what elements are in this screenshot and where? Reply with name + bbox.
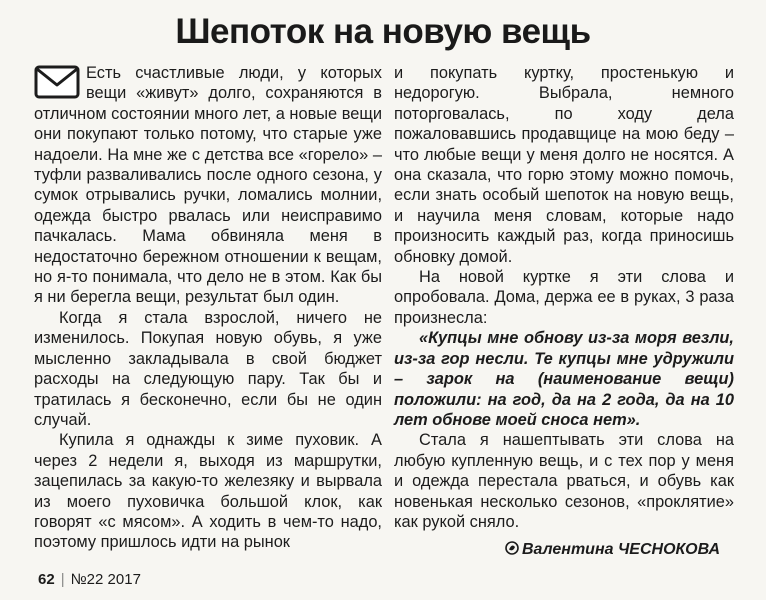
author-name: Валентина ЧЕСНОКОВА [522,541,721,558]
paragraph: Стала я нашептывать эти слова на любую купленную вещь, и с тех пор у меня и одежда перестала рваться, и обувь как новенькая несколько сезонов, «проклятие» как рукой сняло. [394,431,734,531]
page-number: 62 [38,571,55,588]
right-column [394,63,734,532]
envelope-icon [34,65,80,99]
author-signature [505,541,720,559]
left-column [34,63,382,553]
paragraph: На новой куртке я эти слова и опробовала. Дома, держа ее в руках, 3 раза произнесла: [394,268,734,327]
paragraph [34,63,382,308]
footer-divider: | [60,571,65,588]
article-title: Шепоток на новую вещь [175,12,591,51]
author-icon [505,541,519,555]
issue-number: №22 2017 [70,571,141,588]
paragraph-text: Есть счастливые люди, у которых вещи «живут» долго, сохраняются в отличном состоянии много лет, а новые вещи они покупают только потому, что старые уже надоели. На мне же с детства все «горело» – туфли разваливались после одного сезона, у сумок отрывались ручки, ломались молнии, одежда быстро рвалась или неисправимо пачкалась. Мама обвиняла меня в недостаточно бережном отношении к вещам, но я-то понимала, что дело не в этом. Как бы я ни берегла вещи, результат был один. [34,64,383,307]
paragraph: Когда я стала взрослой, ничего не изменилось. Покупая новую обувь, я уже мысленно закладывала в свой бюджет расходы на следующую пару. Так бы и тратилась я бесконечно, если бы не один случай. [34,308,382,429]
paragraph: и покупать куртку, простенькую и недорогую. Выбрала, немного поторговалась, по ходу дела пожаловавшись продавщице на мою беду – что любые вещи у меня долго не носятся. А она сказала, что горю этому можно помочь, если знать особый шепоток на новую вещь, и научила меня словам, которые надо произносить каждый раз, когда приносишь обновку домой. [394,64,734,266]
paragraph: Купила я однажды к зиме пуховик. А через 2 недели я, выходя из маршрутки, зацепилась за какую-то железяку и вырвала из моего пуховичка большой клок, как говорят «с мясом». А ходить в чем-то надо, поэтому пришлось идти на рынок [34,431,382,552]
page-footer [38,571,141,588]
incantation-quote: «Купцы мне обнову из-за моря везли, из-за гор несли. Те купцы мне удружили – зарок на (наименование вещи) положили: на год, да на 2 года, да на 10 лет обнове моей сноса нет». [394,329,734,429]
